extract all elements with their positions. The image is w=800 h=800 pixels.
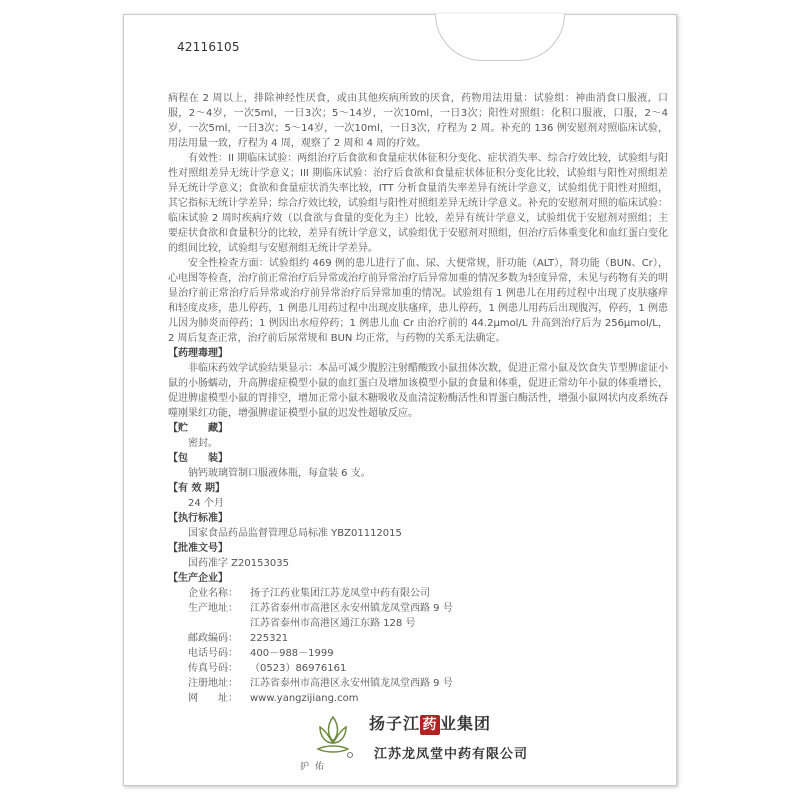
manufacturer-row: 电话号码： 400－988－1999 <box>188 648 334 659</box>
manufacturer-row: 企业名称： 扬子江药业集团江苏龙凤堂中药有限公司 <box>188 588 430 599</box>
leaflet-card <box>123 14 677 786</box>
validity-section <box>168 481 668 511</box>
validity-text: 24 个月 <box>188 498 224 509</box>
seal-icon: 药 <box>420 715 440 735</box>
storage-text: 密封。 <box>188 438 218 449</box>
storage-heading: 【贮 藏】 <box>168 423 228 434</box>
group-name: 扬子江 药 业集团 <box>369 714 492 733</box>
standard-text: 国家食品药品监督管理总局标准 YBZ01112015 <box>188 528 402 539</box>
manufacturer-heading: 【生产企业】 <box>168 573 228 584</box>
product-code: 42116105 <box>177 40 240 54</box>
manufacturer-row: 生产地址： 江苏省泰州市高港区永安州镇龙凤堂西路 9 号 <box>188 603 453 614</box>
approval-text: 国药准字 Z20153035 <box>188 558 289 569</box>
pharmacology-heading: 【药理毒理】 <box>168 348 228 359</box>
pharmacology-section <box>168 346 668 421</box>
package-section <box>168 451 668 481</box>
manufacturer-row: 注册地址： 江苏省泰州市高港区永安州镇龙凤堂西路 9 号 <box>188 678 453 689</box>
storage-section <box>168 421 668 451</box>
card-tab-notch <box>435 14 565 61</box>
manufacturer-row: 江苏省泰州市高港区通江东路 128 号 <box>250 618 416 629</box>
package-heading: 【包 装】 <box>168 453 228 464</box>
approval-heading: 【批准文号】 <box>168 543 228 554</box>
manufacturer-row: 传真号码： （0523）86976161 <box>188 663 347 674</box>
standard-section <box>168 511 668 541</box>
website-link[interactable]: www.yangzijiang.com <box>250 693 359 704</box>
clinical-intro: 病程在 2 周以上，排除神经性厌食，或由其他疾病所致的厌食，药物用法用量：试验组：神曲消食口服液，口服，2～4岁，一次5ml，一日3次；5～14岁，一次10ml，一日3次；阳性对照组：化积口服液，口服，2～4岁，一次5ml，一日3次；5～14岁，一次10ml，一日3次，疗程为 2 周。补充的 136 例安慰剂对照临床试验，用法用量一致，疗程为 4 周，观察了 2 周和 4 周的疗效。 <box>168 93 668 149</box>
leaflet-body <box>168 91 668 706</box>
validity-heading: 【有 效 期】 <box>168 483 225 494</box>
safety-paragraph: 安全性检查方面：试验组约 469 例的患儿进行了血、尿、大便常规，肝功能（ALT），肾功能（BUN、Cr），心电图等检查，治疗前正常治疗后异常或治疗前异常治疗后异常加重的情况多数为轻度异常，未见与药物有关的明显治疗前正常治疗后异常或治疗前异常治疗后异常加重的情况。试验组有 1 例患儿在用药过程中出现了皮肤瘙痒和轻度皮疹，患儿停药，1 例患儿用药过程中出现皮肤瘙痒，患儿停药，1 例患儿用药后出现腹泻，停药，1 例患儿因为肺炎而停药；1 例因出水痘停药；1 例患儿血 Cr 由治疗前的 44.2μmol/L 升高到治疗后为 256μmol/L，2 周后复查正常，治疗前后尿常规和 BUN 均正常，与药物的关系无法确定。 <box>168 258 668 344</box>
brand-footer <box>124 705 676 785</box>
lotus-logo-icon <box>312 711 354 761</box>
manufacturer-row: 邮政编码： 225321 <box>188 633 289 644</box>
standard-heading: 【执行标准】 <box>168 513 228 524</box>
logo-caption: 护佑 <box>300 762 331 772</box>
package-text: 钠钙玻璃管制口服液体瓶，每盒装 6 支。 <box>188 468 371 479</box>
pharmacology-text: 非临床药效学试验结果显示：本品可减少腹腔注射醋酸致小鼠扭体次数，促进正常小鼠及饮食失节型脾虚证小鼠的小肠蠕动，升高脾虚症模型小鼠的血红蛋白及增加该模型小鼠的食量和体重，促进正常幼年小鼠的体重增长，促进脾虚模型小鼠的胃排空，增加正常小鼠木糖吸收及血清淀粉酶活性和胃蛋白酶活性，增强小鼠网状内皮系统吞噬刚果红功能，增强脾虚证模型小鼠的迟发性超敏反应。 <box>168 363 668 419</box>
company-name: 江苏龙凤堂中药有限公司 <box>374 747 529 762</box>
manufacturer-section <box>168 571 668 706</box>
approval-section <box>168 541 668 571</box>
manufacturer-row: 网 址： www.yangzijiang.com <box>188 693 359 704</box>
efficacy-paragraph: 有效性：II 期临床试验：两组治疗后食欲和食量症状体征积分变化、症状消失率、综合疗效比较，试验组与阳性对照组差异无统计学意义；III 期临床试验：治疗后食欲和食量症状体征积分变化比较，试验组与阳性对照组差异无统计学意义；食欲和食量症状消失率比较，ITT 分析食量消失率差异有统计学意义，试验组优于阳性对照组，其它指标无统计学差异；综合疗效比较，试验组与阳性对照组差异无统计学意义。补充的安慰剂对照的临床试验：临床试验 2 周时疾病疗效（以食欲与食量的变化为主）比较，差异有统计学意义，试验组优于安慰剂对照组；主要症状食欲和食量积分的比较，差异有统计学意义，试验组优于安慰剂对照组，但治疗后体重变化和血红蛋白变化的组间比较，试验组与安慰剂组无统计学差异。 <box>168 153 668 254</box>
